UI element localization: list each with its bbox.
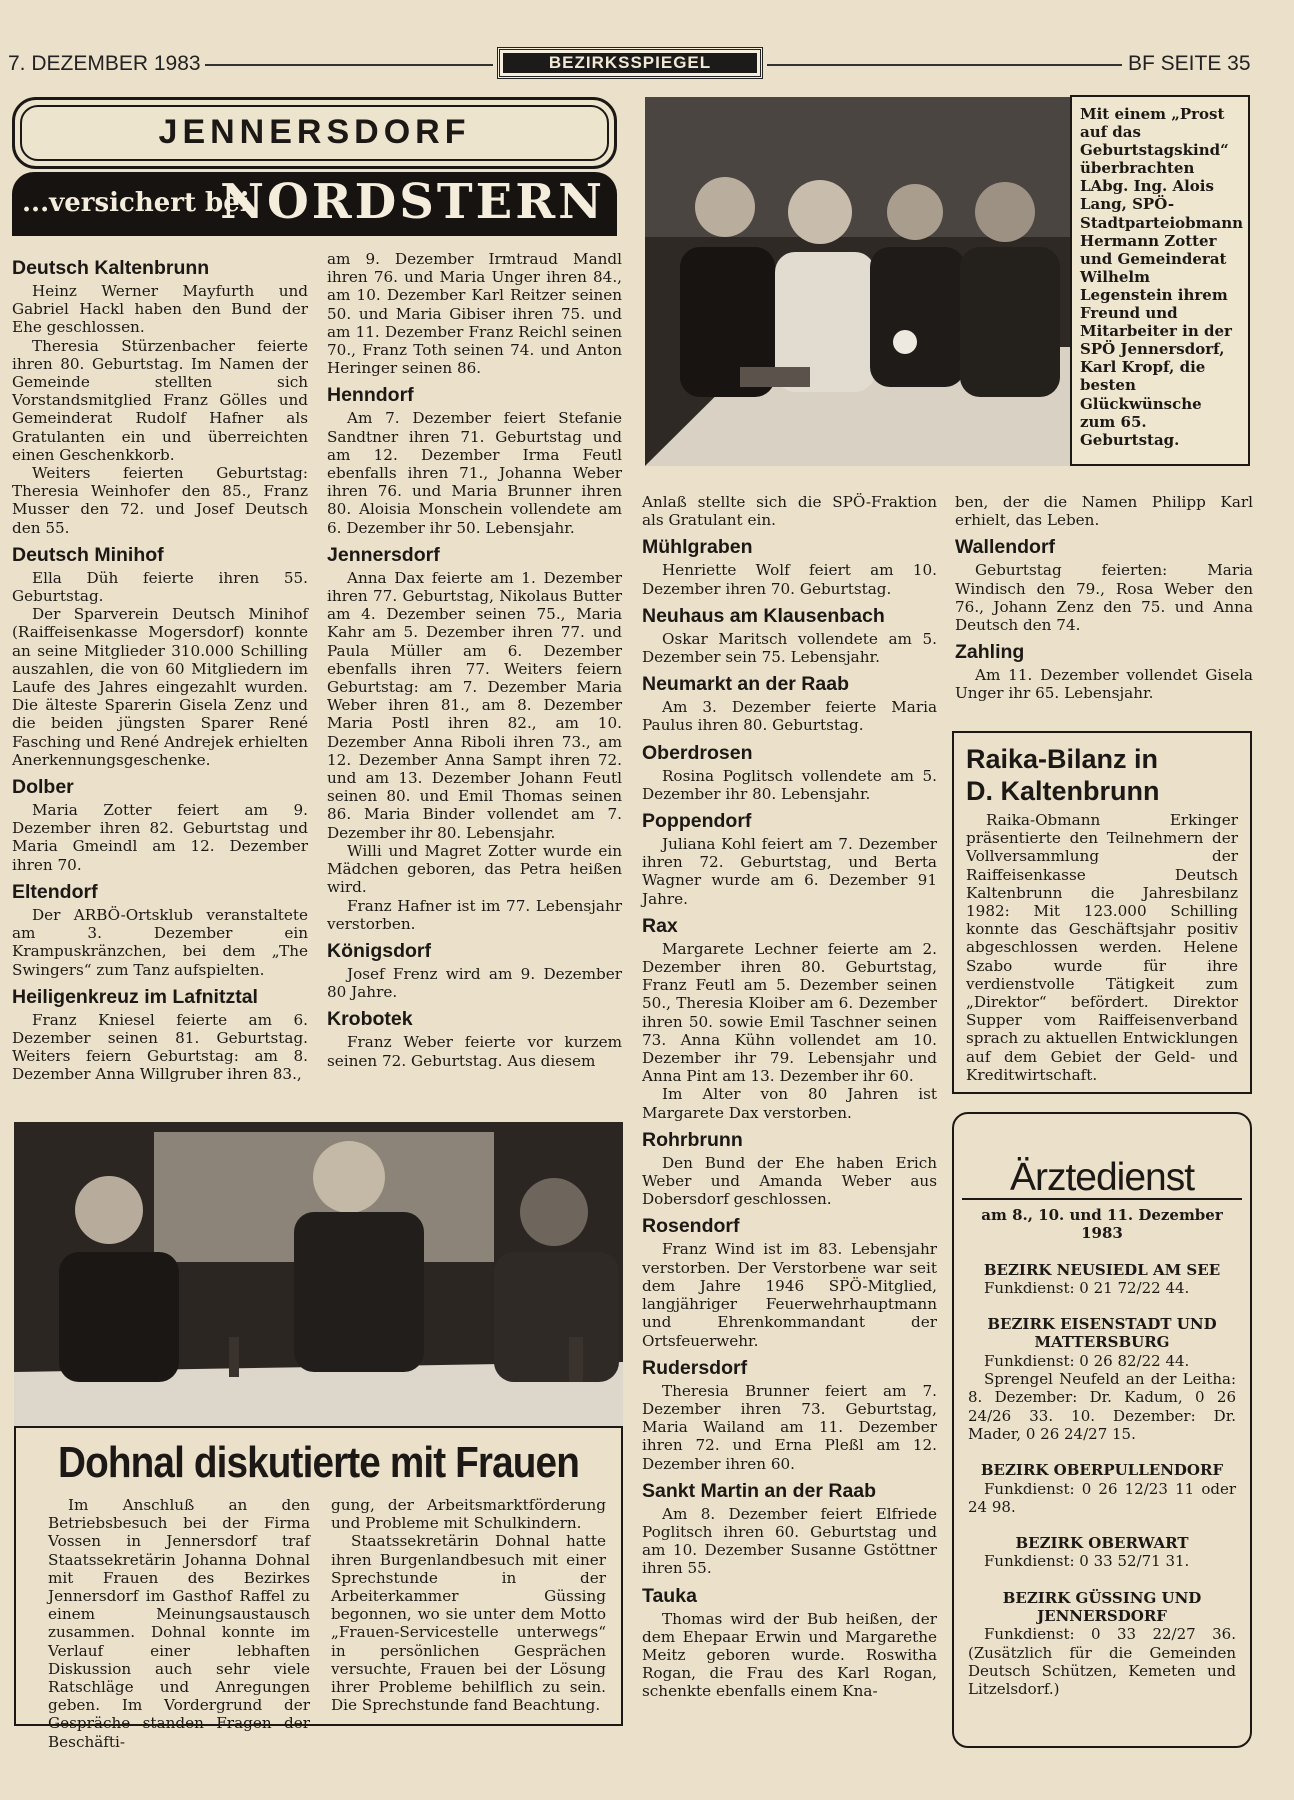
news-paragraph: Franz Kniesel feierte am 6. Dezember seinen 81. Geburtstag. Weiters feiern Geburtstag: am 8. Dezember Anna Willgruber ihren 83., xyxy=(12,1010,308,1084)
news-paragraph: ben, der die Namen Philipp Karl erhielt, das Leben. xyxy=(955,493,1253,530)
dohnal-paragraph: Im Anschluß an den Betriebsbesuch bei der Firma Vossen in Jennersdorf traf Staatssekretärin Johanna Dohnal mit Frauen des Bezirkes Jennersdorf im Gasthof Raffel zu einem Meinungsaustausch zusammen. Dohnal konnte im Verlauf einer lebhaften Diskussion auch sehr viele Ratschläge und Anregungen geben. Im Vordergrund der Gespräche standen Fragen der Beschäfti- xyxy=(48,1496,310,1751)
locality-heading: Heiligenkreuz im Lafnitztal xyxy=(12,985,258,1008)
locality-heading: Dolber xyxy=(12,776,74,799)
news-paragraph: am 9. Dezember Irmtraud Mandl ihren 76. und Maria Unger ihren 84., am 10. Dezember Karl Reitzer seinen 50. und Maria Gibiser ihren 75. und am 11. Dezember Franz Reichl seinen 70., Franz Toth seinen 74. und Anton Heringer seinen 86. xyxy=(327,250,622,378)
news-paragraph: Im Alter von 80 Jahren ist Margarete Dax verstorben. xyxy=(642,1085,937,1122)
locality-heading: Königsdorf xyxy=(327,939,431,962)
locality-heading: Krobotek xyxy=(327,1008,413,1031)
news-paragraph: Ella Düh feierte ihren 55. Geburtstag. xyxy=(12,568,308,606)
service-line: Sprengel Neufeld an der Leitha: 8. Dezember: Dr. Kadum, 0 26 24/26 33. 10. Dezember: Dr. Mader, 0 26 24/27 15. xyxy=(968,1370,1236,1443)
locality-heading: Rohrbrunn xyxy=(642,1128,743,1151)
service-line: Funkdienst: 0 21 72/22 44. xyxy=(984,1278,1190,1297)
dohnal-photo-image xyxy=(14,1122,623,1426)
dohnal-article xyxy=(14,1426,623,1751)
news-paragraph: Franz Hafner ist im 77. Lebensjahr verstorben. xyxy=(327,896,622,933)
news-paragraph: Henriette Wolf feiert am 10. Dezember ihren 70. Geburtstag. xyxy=(642,561,937,598)
birthday-photo xyxy=(645,97,1070,466)
news-column-2 xyxy=(327,250,622,1070)
news-paragraph: Geburtstag feierten: Maria Windisch den 79., Rosa Weber den 76., Johann Zenz den 75. und Anna Deutsch den 74. xyxy=(955,561,1253,635)
page-number: BF SEITE 35 xyxy=(1128,52,1251,75)
news-paragraph: Franz Wind ist im 83. Lebensjahr verstorben. Der Verstorbene war seit dem Jahre 1946 SPÖ-Mitglied, langjähriger Feuerwehrhauptmann und Ehrenkommandant der Ortsfeuerwehr. xyxy=(642,1240,937,1350)
news-paragraph: Der ARBÖ-Ortsklub veranstaltete am 3. Dezember ein Krampuskränzchen, bei dem „The Swingers“ zum Tanz aufspielten. xyxy=(12,905,308,979)
dohnal-text-right xyxy=(331,1496,606,1714)
locality-heading: Eltendorf xyxy=(12,880,98,903)
locality-heading: Mühlgraben xyxy=(642,536,753,559)
issue-date: 7. DEZEMBER 1983 xyxy=(8,52,201,75)
locality-heading: Oberdrosen xyxy=(642,741,753,764)
sponsor-prefix: ...versichert bei xyxy=(22,188,250,218)
locality-heading: Rosendorf xyxy=(642,1215,740,1238)
news-column-3 xyxy=(642,493,937,1701)
locality-heading: Rax xyxy=(642,914,678,937)
district-banner xyxy=(12,97,617,169)
header-rule-left xyxy=(205,64,493,66)
news-paragraph: Margarete Lechner feierte am 2. Dezember ihren 80. Geburtstag, Franz Feutl am 5. Dezember seinen 50., Theresia Kloiber am 6. Dezember ihren 50. sowie Emil Taschner seinen 73. Anna Kühn vollendet am 10. Dezember ihr 79. Lebensjahr und Anna Pint am 13. Dezember ihr 60. xyxy=(642,939,937,1086)
locality-heading: Wallendorf xyxy=(955,536,1056,559)
doctor-service-box xyxy=(952,1112,1252,1748)
raika-text: Raika-Obmann Erkinger präsentierte den Teilnehmern der Vollversammlung der Raiffeisenkasse Deutsch Kaltenbrunn die Jahresbilanz 1982: Mit 123.000 Schilling konnte das Geschäftsjahr positiv abgeschlossen werden. Helene Szabo wurde für ihre verdienstvolle Tätigkeit zum „Direktor“ befördert. Direktor Supper vom Raiffeisenverband sprach zu aktuellen Entwicklungen auf dem Gebiet der Geld- und Kreditwirtschaft. xyxy=(966,811,1238,1084)
service-line: Funkdienst: 0 33 22/27 36. (Zusätzlich für die Gemeinden Deutsch Schützen, Kemeten und Litzelsdorf.) xyxy=(968,1625,1236,1699)
locality-heading: Neuhaus am Klausenbach xyxy=(642,604,885,627)
news-column-4 xyxy=(955,493,1253,703)
section-label-box xyxy=(497,47,763,79)
dohnal-text-left xyxy=(48,1496,310,1751)
news-paragraph: Heinz Werner Mayfurth und Gabriel Hackl haben den Bund der Ehe geschlossen. xyxy=(12,282,308,337)
locality-heading: Henndorf xyxy=(327,384,414,407)
news-paragraph: Josef Frenz wird am 9. Dezember 80 Jahre. xyxy=(327,964,622,1002)
news-paragraph: Franz Weber feierte vor kurzem seinen 72. Geburtstag. Aus diesem xyxy=(327,1033,622,1070)
news-paragraph: Anlaß stellte sich die SPÖ-Fraktion als Gratulant ein. xyxy=(642,493,937,530)
locality-heading: Jennersdorf xyxy=(327,543,440,566)
news-paragraph: Weiters feierten Geburtstag: Theresia Weinhofer den 85., Franz Musser den 72. und Josef Deutsch den 55. xyxy=(12,464,308,537)
locality-heading: Sankt Martin an der Raab xyxy=(642,1479,877,1502)
district-name: BEZIRK OBERPULLENDORF xyxy=(980,1461,1224,1480)
locality-heading: Poppendorf xyxy=(642,810,752,833)
district-name: BEZIRK NEUSIEDL AM SEE xyxy=(983,1260,1221,1279)
header-rule-right xyxy=(767,64,1122,66)
news-paragraph: Am 7. Dezember feiert Stefanie Sandtner ihren 71. Geburtstag und am 12. Dezember Irma Feutl ebenfalls ihren 71., Johanna Weber ihren 76. und Maria Brunner ihren 80. Aloisia Monschein vollendete am 6. Dezember ihr 50. Lebensjahr. xyxy=(327,409,622,537)
photo-caption: Mit einem „Prost auf das Geburtstagskind“ überbrachten LAbg. Ing. Alois Lang, SPÖ-Stadtparteiobmann Hermann Zotter und Gemeinderat Wilhelm Legenstein ihrem Freund und Mitarbeiter in der SPÖ Jennersdorf, Karl Kropf, die besten Glückwünsche zum 65. Geburtstag. xyxy=(1070,95,1250,466)
district-name: BEZIRK GÜSSING UND JENNERSDORF xyxy=(1002,1588,1202,1626)
service-line: Funkdienst: 0 26 12/23 11 oder 24 98. xyxy=(968,1479,1236,1516)
dohnal-headline: Dohnal diskutierte mit Frauen xyxy=(58,1438,579,1487)
locality-heading: Deutsch Minihof xyxy=(12,543,164,566)
raika-article xyxy=(952,731,1252,1094)
locality-heading: Deutsch Kaltenbrunn xyxy=(12,257,210,279)
service-line: Funkdienst: 0 33 52/71 31. xyxy=(984,1552,1190,1571)
dohnal-photo xyxy=(14,1122,623,1426)
dohnal-paragraph: Staatssekretärin Dohnal hatte ihren Burgenlandbesuch mit einer Sprechstunde in der Arbeiterkammer Güssing begonnen, wo sie unter dem Motto „Frauen-Servicestelle unterwegs“ in persönlichen Gesprächen versuchte, Frauen bei der Lösung ihrer Probleme behilflich zu sein. Die Sprechstunde fand Beachtung. xyxy=(331,1532,606,1715)
news-paragraph: Oskar Maritsch vollendete am 5. Dezember sein 75. Lebensjahr. xyxy=(642,629,937,667)
district-name: BEZIRK OBERWART xyxy=(1015,1534,1189,1553)
news-paragraph: Den Bund der Ehe haben Erich Weber und Amanda Weber aus Dobersdorf geschlossen. xyxy=(642,1153,937,1209)
news-paragraph: Rosina Poglitsch vollendete am 5. Dezember ihr 80. Lebensjahr. xyxy=(642,766,937,803)
news-paragraph: Theresia Stürzenbacher feierte ihren 80. Geburtstag. Im Namen der Gemeinde stellten sich Vorstandsmitglied Franz Gölles und Gemeinderat Rudolf Hafner als Gratulanten ein und überreichten einen Geschenkkorb. xyxy=(12,336,308,464)
sponsor-name: NORDSTERN xyxy=(220,174,605,230)
doctor-service-title: Ärztedienst xyxy=(962,1156,1242,1200)
sponsor-banner xyxy=(12,172,617,236)
news-paragraph: Der Sparverein Deutsch Minihof (Raiffeisenkasse Mogersdorf) konnte an seine Mitglieder 310.000 Schilling auszahlen, die von 60 Mitgliedern im Laufe des Jahres eingezahlt wurden. Die älteste Sparerin Gisela Zenz und die beiden jüngsten Sparer René Fasching und René Andrejek erhielten Anerkennungsgeschenke. xyxy=(12,605,309,769)
locality-heading: Neumarkt an der Raab xyxy=(642,673,849,696)
locality-heading: Zahling xyxy=(955,641,1025,664)
district-title: JENNERSDORF xyxy=(20,105,609,161)
birthday-photo-image xyxy=(645,97,1070,466)
news-paragraph: Am 8. Dezember feiert Elfriede Poglitsch ihren 60. Geburtstag und am 10. Dezember Susanne Gstöttner ihren 55. xyxy=(642,1504,937,1578)
doctor-service-dates: am 8., 10. und 11. Dezember 1983 xyxy=(981,1206,1223,1243)
locality-heading: Rudersdorf xyxy=(642,1356,748,1379)
news-paragraph: Anna Dax feierte am 1. Dezember ihren 77. Geburtstag, Nikolaus Butter am 4. Dezember seinen 75., Maria Kahr am 5. Dezember ihren 77. und Paula Müller am 6. Dezember ebenfalls ihren 77. Weiters feiern Geburtstag: am 7. Dezember Maria Weber ihren 81., am 8. Dezember Maria Postl ihren 82., am 10. Dezember Anna Riboli ihren 73., am 12. Dezember Anna Sampt ihren 72. und am 13. Dezember Johann Feutl seinen 80. und Emil Thomas seinen 86. Maria Binder vollendet am 7. Dezember ihr 80. Lebensjahr. xyxy=(327,568,622,842)
news-paragraph: Am 11. Dezember vollendet Gisela Unger ihr 65. Lebensjahr. xyxy=(955,666,1253,703)
district-name: BEZIRK EISENSTADT UND MATTERSBURG xyxy=(987,1315,1217,1352)
news-paragraph: Willi und Magret Zotter wurde ein Mädchen geboren, das Petra heißen wird. xyxy=(327,841,622,897)
news-paragraph: Maria Zotter feiert am 9. Dezember ihren 82. Geburtstag und Maria Gmeindl am 12. Dezember ihren 70. xyxy=(12,801,308,874)
news-paragraph: Juliana Kohl feiert am 7. Dezember ihren 72. Geburtstag, und Berta Wagner wurde am 6. Dezember 91 Jahre. xyxy=(642,835,937,908)
news-column-1 xyxy=(12,257,308,1084)
service-line: Funkdienst: 0 26 82/22 44. xyxy=(984,1351,1190,1370)
raika-headline-2: D. Kaltenbrunn xyxy=(966,776,1160,806)
section-label: BEZIRKSSPIEGEL xyxy=(503,53,757,73)
news-paragraph: Thomas wird der Bub heißen, der dem Ehepaar Erwin und Margarethe Meitz geboren wurde. Roswitha Rogan, die Frau des Karl Rogan, schenkte ebenfalls einem Kna- xyxy=(642,1609,937,1701)
doctor-service-body xyxy=(968,1206,1236,1699)
news-paragraph: Am 3. Dezember feierte Maria Paulus ihren 80. Geburtstag. xyxy=(642,698,937,735)
dohnal-paragraph: gung, der Arbeitsmarktförderung und Probleme mit Schulkindern. xyxy=(331,1496,606,1533)
locality-heading: Tauka xyxy=(642,1584,697,1607)
raika-headline-1: Raika-Bilanz in xyxy=(966,744,1159,774)
news-paragraph: Theresia Brunner feiert am 7. Dezember ihren 73. Geburtstag, Maria Wailand am 11. Dezember ihren 72. und Erna Pleßl am 12. Dezember ihren 60. xyxy=(642,1381,937,1473)
